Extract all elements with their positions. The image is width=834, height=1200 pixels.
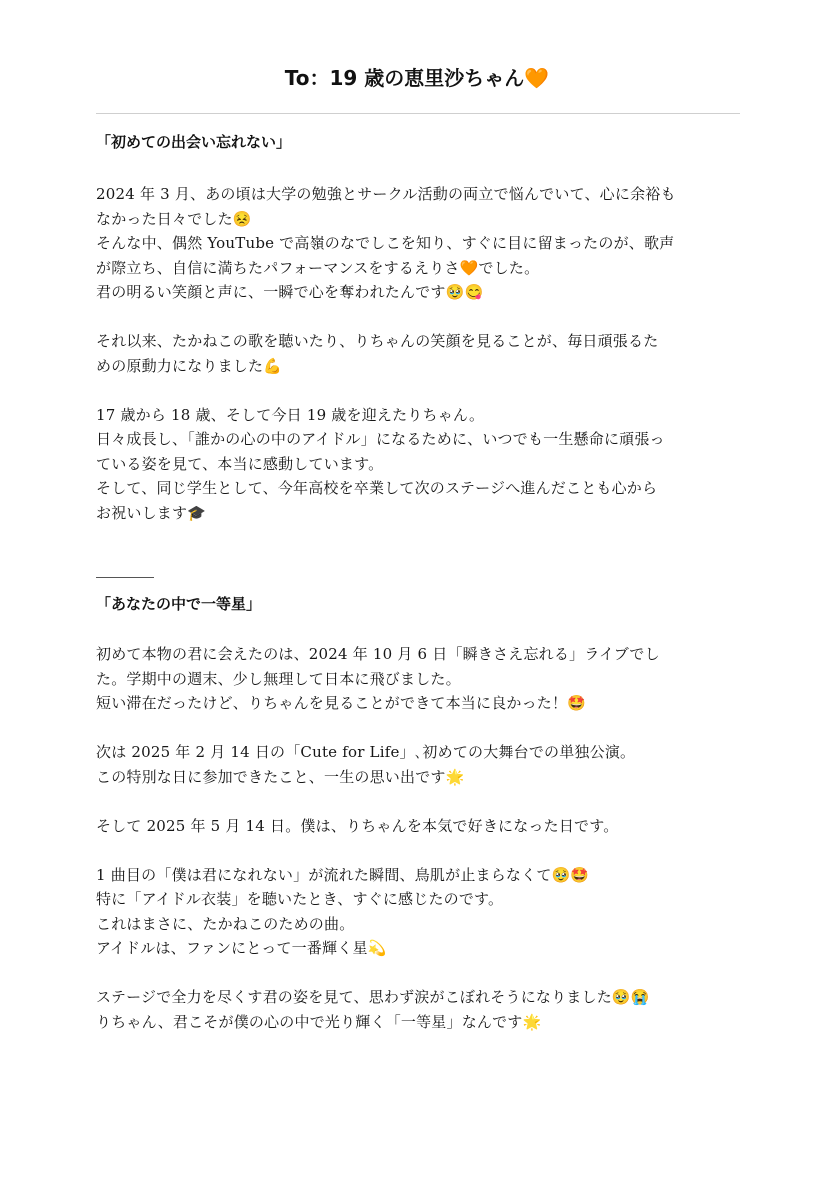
section-first-magnitude-star	[96, 592, 746, 1034]
text-line: ている姿を見て、本当に感動しています。	[96, 454, 384, 473]
text-line: この特別な日に参加できたこと、一生の思い出です🌟	[96, 767, 465, 786]
text-line: た。学期中の週末、少し無理して日本に飛びました。	[96, 669, 461, 688]
section-heading: 「初めての出会い忘れない」	[96, 133, 292, 151]
paragraph	[96, 985, 746, 1034]
text-line: 17 歳から 18 歳、そして今日 19 歳を迎えたりちゃん。	[96, 405, 485, 424]
paragraph	[96, 863, 746, 961]
letter-title: To：19 歳の恵里沙ちゃん🧡	[284, 66, 550, 90]
text-line: それ以来、たかねこの歌を聴いたり、りちゃんの笑顔を見ることが、毎日頑張るた	[96, 332, 659, 350]
text-line: 君の明るい笑顔と声に、一瞬で心を奪われたんです🥹😋	[96, 283, 484, 301]
text-line: 短い滞在だったけど、りちゃんを見ることができて本当に良かった！🤩	[96, 694, 587, 712]
text-line: めの原動力になりました💪	[96, 356, 283, 375]
paragraph	[96, 642, 746, 716]
paragraph	[96, 740, 746, 789]
text-line: そして 2025 年 5 月 14 日。僕は、りちゃんを本気で好きになった日です。	[96, 816, 619, 835]
text-line: そんな中、偶然 YouTube で高嶺のなでしこを知り、すぐに目に留まったのが、歌声	[96, 234, 675, 252]
section-first-meeting	[96, 130, 746, 525]
paragraph	[96, 329, 746, 378]
text-line: が際立ち、自信に満ちたパフォーマンスをするえりさ🧡でした。	[96, 258, 540, 277]
text-line: アイドルは、ファンにとって一番輝く星💫	[96, 939, 387, 957]
text-line: お祝いします🎓	[96, 503, 207, 522]
text-line: 初めて本物の君に会えたのは、2024 年 10 月 6 日「瞬きさえ忘れる」ライブでし	[96, 645, 660, 663]
paragraph	[96, 403, 746, 526]
text-line: これはまさに、たかねこのための曲。	[96, 914, 355, 933]
text-line: なかった日々でした😣	[96, 209, 252, 228]
text-line: 特に「アイドル衣装」を聴いたとき、すぐに感じたのです。	[96, 890, 504, 908]
text-line: ステージで全力を尽くす君の姿を見て、思わず涙がこぼれそうになりました🥹😭	[96, 988, 650, 1006]
section-divider	[96, 577, 154, 578]
text-line: りちゃん、君こそが僕の心の中で光り輝く「一等星」なんです🌟	[96, 1012, 542, 1031]
paragraph	[96, 182, 746, 305]
section-heading: 「あなたの中で一等星」	[96, 595, 262, 613]
title-divider	[96, 113, 740, 114]
text-line: そして、同じ学生として、今年高校を卒業して次のステージへ進んだことも心から	[96, 479, 658, 497]
paragraph	[96, 814, 746, 839]
text-line: 次は 2025 年 2 月 14 日の「Cute for Life」､初めての大舞台での単独公演。	[96, 743, 636, 761]
text-line: 1 曲目の「僕は君になれない」が流れた瞬間、鳥肌が止まらなくて🥹🤩	[96, 865, 590, 884]
text-line: 日々成長し、「誰かの心の中のアイドル」になるために、いつでも一生懸命に頑張っ	[96, 430, 665, 448]
text-line: 2024 年 3 月、あの頃は大学の勉強とサークル活動の両立で悩んでいて、心に余裕も	[96, 185, 676, 203]
